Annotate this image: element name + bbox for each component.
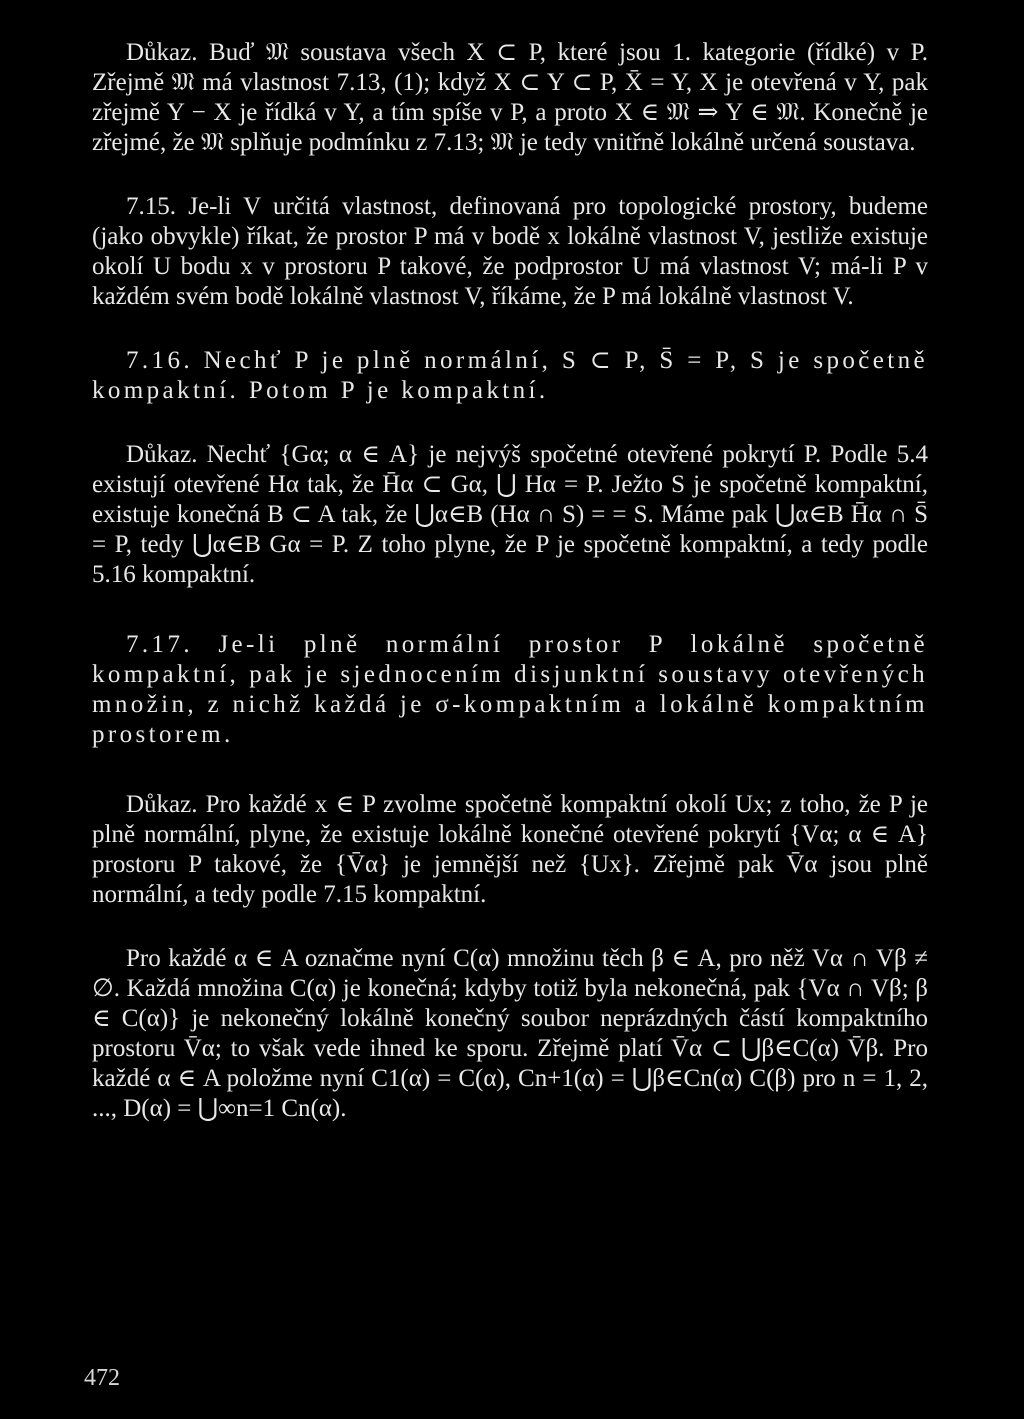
text-column: [92, 38, 928, 1124]
proof-paragraph: Důkaz. Buď 𝔐 soustava všech X ⊂ P, které jsou 1. kategorie (řídké) v P. Zřejmě 𝔐 má vlastnost 7.13, (1); když X ⊂ Y ⊂ P, X̄ = Y, X je otevřená v Y, pak zřejmě Y − X je řídká v Y, a tím spíše v P, a proto X ∈ 𝔐 ⇒ Y ∈ 𝔐. Konečně je zřejmé, že 𝔐 splňuje podmínku z 7.13; 𝔐 je tedy vnitřně lokálně určená soustava.: [92, 39, 928, 156]
theorem-7-17-paragraph: 7.17. Je-li plně normální prostor P lokálně spočetně kompaktní, pak je sjednocením disjunktní soustavy otevřených množin, z nichž každá je σ-kompaktním a lokálně kompaktním prostorem.: [92, 631, 928, 748]
page-number: 472: [84, 1365, 120, 1391]
proof-7-17-paragraph: Důkaz. Pro každé x ∈ P zvolme spočetně kompaktní okolí Ux; z toho, že P je plně normální, plyne, že existuje lokálně konečné otevřené pokrytí {Vα; α ∈ A} prostoru P takové, že {V̄α} je jemnější než {Ux}. Zřejmě pak V̄α jsou plně normální, a tedy podle 7.15 kompaktní.: [92, 791, 928, 908]
proof-7-17-continuation-paragraph: Pro každé α ∈ A označme nyní C(α) množinu těch β ∈ A, pro něž Vα ∩ Vβ ≠ ∅. Každá množina C(α) je konečná; kdyby totiž byla nekonečná, pak {Vα ∩ Vβ; β ∈ C(α)} je nekonečný lokálně konečný soubor neprázdných částí kompaktního prostoru V̄α; to však vede ihned ke sporu. Zřejmě platí V̄α ⊂ ⋃β∈C(α) V̄β. Pro každé α ∈ A položme nyní C1(α) = C(α), Cn+1(α) = ⋃β∈Cn(α) C(β) pro n = 1, 2, ..., D(α) = ⋃∞n=1 Cn(α).: [92, 945, 928, 1122]
theorem-7-16-paragraph: 7.16. Nechť P je plně normální, S ⊂ P, S̄ = P, S je spočetně kompaktní. Potom P je kompaktní.: [92, 347, 928, 404]
proof-7-16-paragraph: Důkaz. Nechť {Gα; α ∈ A} je nejvýš spočetné otevřené pokrytí P. Podle 5.4 existují otevřené Hα tak, že H̄α ⊂ Gα, ⋃ Hα = P. Ježto S je spočetně kompaktní, existuje konečná B ⊂ A tak, že ⋃α∈B (Hα ∩ S) = = S. Máme pak ⋃α∈B H̄α ∩ S̄ = P, tedy ⋃α∈B Gα = P. Z toho plyne, že P je spočetně kompaktní, a tedy podle 5.16 kompaktní.: [92, 441, 928, 588]
definition-7-15-paragraph: 7.15. Je-li V určitá vlastnost, definovaná pro topologické prostory, budeme (jako obvykle) říkat, že prostor P má v bodě x lokálně vlastnost V, jestliže existuje okolí U bodu x v prostoru P takové, že podprostor U má vlastnost V; má-li P v každém svém bodě lokálně vlastnost V, říkáme, že P má lokálně vlastnost V.: [92, 193, 928, 310]
